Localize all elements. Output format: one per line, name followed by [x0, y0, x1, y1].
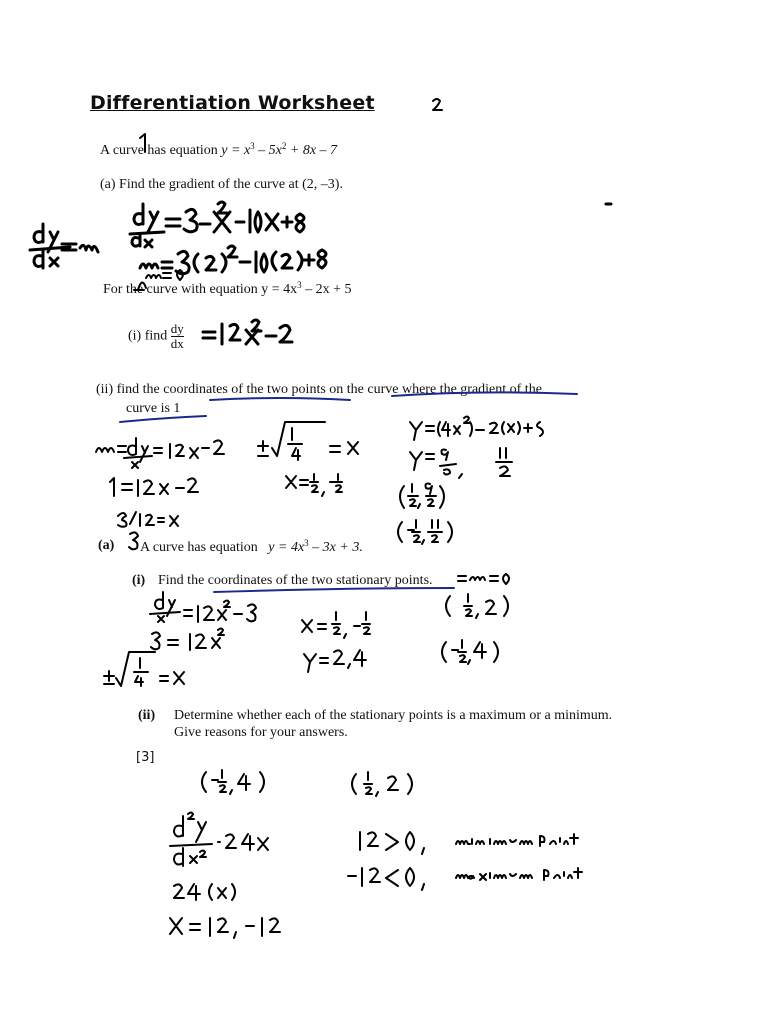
- ink-q2i-answer: [203, 320, 292, 344]
- ink-plus-minus: [258, 441, 268, 456]
- ink-dx: [124, 456, 152, 468]
- q3i-question: Find the coordinates of the two stationary points.: [158, 573, 433, 588]
- ink-minimum-point: [456, 834, 578, 846]
- ink-x-equals-half: [286, 474, 342, 496]
- ink-pm-sqrt-quarter-x: [104, 652, 184, 686]
- ink-2: [134, 282, 146, 290]
- ink-dx: [150, 612, 180, 622]
- ink-point-minus-half-11-over-2: [398, 520, 452, 544]
- q2ii-question-line2: curve is 1: [126, 401, 181, 416]
- marks-label: [3]: [136, 750, 155, 765]
- q3ii-question-line2: Give reasons for your answers.: [174, 725, 348, 740]
- ink-equals-x: [330, 442, 358, 454]
- page-mark-stroke: [433, 99, 442, 110]
- ink-9-over-2-11-over-2: [440, 448, 512, 478]
- q3a-equation: y = 4x: [268, 540, 305, 555]
- ink-10x: [236, 210, 278, 232]
- exponent: 3: [297, 280, 302, 290]
- exponent: 3: [304, 538, 309, 548]
- ink-m-equals: [140, 262, 172, 268]
- ink-12x2-2: [154, 440, 224, 458]
- ink-underline-two-points: [210, 398, 350, 400]
- ink-x-squared: [200, 202, 230, 232]
- ink-24x: [174, 884, 235, 900]
- ink-3-over-12-x2: [118, 512, 178, 527]
- q1-equation-c: + 8x – 7: [286, 143, 338, 158]
- ink-fraction-bar: [170, 844, 212, 846]
- q1-number-stroke: [140, 134, 145, 152]
- fraction-numerator: dy: [170, 321, 184, 336]
- ink-point-minus-half-4: [442, 640, 498, 664]
- q3a-label: (a): [98, 538, 115, 553]
- ink-12x2-3: [184, 601, 256, 623]
- ink-x-equals-12-minus-12: [170, 918, 280, 938]
- exponent: 3: [250, 141, 255, 151]
- ink-point-half-9-over-2: [400, 484, 444, 509]
- ink-equals-m-equals-0: [458, 574, 509, 584]
- ink-one-quarter: [288, 428, 302, 460]
- q2ii-question-line1: (ii) find the coordinates of the two points on the curve where the gradient of the: [96, 382, 542, 397]
- ink-m-equals: [96, 446, 126, 452]
- q1a-question: (a) Find the gradient of the curve at (2, –3).: [100, 177, 343, 192]
- ink-dy-2: [134, 204, 158, 232]
- ink-3: [184, 209, 197, 231]
- ink-3: [129, 532, 138, 549]
- ink-fraction-bar: [130, 232, 164, 234]
- q2-intro-text: For the curve with equation y = 4x: [103, 282, 298, 297]
- ink-dx-2: [132, 234, 152, 247]
- ink-underline-curve-is-1: [120, 416, 206, 422]
- fraction-denominator: dx: [170, 336, 184, 351]
- ink-q3ii-point-1: [202, 770, 264, 794]
- ink-d2y: [174, 813, 206, 843]
- ink-y-equals-4x3: [410, 417, 472, 441]
- ink-x-equals-half-minus-half: [302, 612, 370, 638]
- ink-10-paren-2: [240, 252, 302, 272]
- ink-1-equals-12x2-2: [110, 478, 198, 496]
- ink-3-equals-12x2: [151, 629, 224, 651]
- ink-plus-8: [304, 250, 326, 268]
- ink-minus-2x-plus-5: [476, 422, 543, 436]
- ink-12-gt-0: [360, 832, 424, 854]
- ink-m-equals-0: [146, 270, 183, 280]
- ink-dx2: [174, 848, 206, 866]
- ink-underline-gradient: [392, 392, 577, 396]
- q2-intro-text-b: – 2x + 5: [301, 282, 352, 297]
- q2i-text: (i) find: [128, 328, 171, 344]
- ink-maximum-point: [456, 868, 582, 880]
- page-title: Differentiation Worksheet: [90, 92, 375, 114]
- q1-equation: y = x: [221, 143, 251, 158]
- exponent: 2: [281, 141, 287, 151]
- q3ii-question-line1: Determine whether each of the stationary points is a maximum or a minimum.: [174, 708, 613, 723]
- q1-equation-b: – 5x: [254, 143, 282, 158]
- q3a-text: A curve has equation: [140, 540, 262, 555]
- ink-equals-24x: [218, 834, 268, 850]
- ink-plus-8: [282, 214, 304, 232]
- ink-equals: [166, 219, 180, 226]
- q3a-equation-b: – 3x + 3.: [308, 540, 363, 555]
- ink-q3ii-point-2: [352, 772, 412, 796]
- ink-underline-stationary: [214, 588, 454, 592]
- q3i-label: (i): [132, 573, 146, 588]
- q1-intro-text: A curve has equation: [100, 143, 222, 158]
- ink-y-equals-2-4: [304, 650, 366, 672]
- ink-paren-2-squared: [194, 246, 237, 272]
- ink-minus-12-lt-0: [348, 868, 424, 890]
- ink-dx: [34, 250, 58, 268]
- q3ii-label: (ii): [138, 708, 156, 723]
- ink-y-equals: [410, 452, 434, 470]
- ink-point-half-2: [446, 594, 508, 618]
